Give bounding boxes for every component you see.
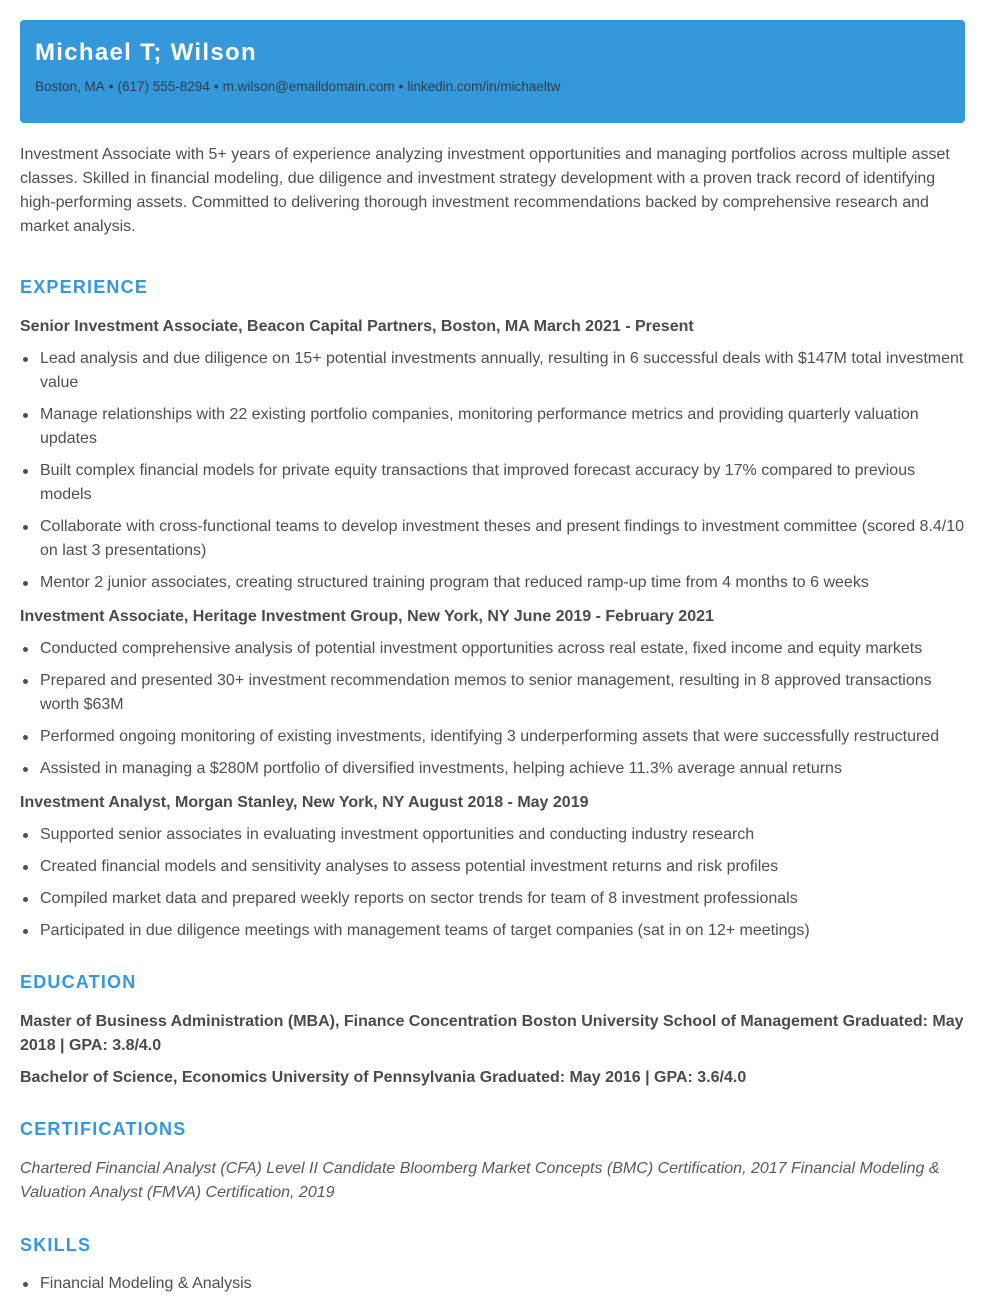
- job-bullet: Assisted in managing a $280M portfolio of diversified investments, helping achieve 11.3% average annual returns: [20, 757, 965, 781]
- job-heading: Investment Analyst, Morgan Stanley, New York, NY August 2018 - May 2019: [20, 794, 589, 811]
- education-entry: Bachelor of Science, Economics University of Pennsylvania Graduated: May 2016 | GPA: 3.6/4.0: [20, 1069, 747, 1086]
- contact-email: m.wilson@emaildomain.com: [222, 79, 395, 94]
- resume-page: [20, 20, 965, 1296]
- job-bullet: Mentor 2 junior associates, creating structured training program that reduced ramp-up time from 4 months to 6 weeks: [20, 571, 965, 595]
- contact-linkedin: linkedin.com/in/michaeltw: [407, 79, 561, 94]
- skills-section-title: SKILLS: [20, 1235, 92, 1255]
- professional-summary: Investment Associate with 5+ years of experience analyzing investment opportunities and managing portfolios across multiple asset classes. Skilled in financial modeling, due diligence and investment strategy development with a proven track record of identifying high-performing assets. Committed to delivering thorough investment recommendations backed by comprehensive research and market analysis.: [20, 146, 950, 235]
- job-bullet: Built complex financial models for private equity transactions that improved forecast accuracy by 17% compared to previous models: [20, 459, 965, 507]
- candidate-name: Michael T; Wilson: [35, 39, 257, 66]
- skill-item: Financial Modeling & Analysis: [20, 1272, 965, 1296]
- job-bullet: Conducted comprehensive analysis of potential investment opportunities across real estate, fixed income and equity markets: [20, 637, 965, 661]
- skills-list: [20, 1272, 965, 1296]
- contact-separator: •: [398, 79, 404, 94]
- experience-section-title: EXPERIENCE: [20, 277, 149, 297]
- job-bullet: Participated in due diligence meetings with management teams of target companies (sat in on 12+ meetings): [20, 919, 965, 943]
- contact-separator: •: [213, 79, 219, 94]
- job-bullet: Collaborate with cross-functional teams to develop investment theses and present findings to investment committee (scored 8.4/10 on last 3 presentations): [20, 515, 965, 563]
- job-bullet-list: [20, 347, 965, 595]
- education-section-title: EDUCATION: [20, 972, 137, 992]
- certifications-text: Chartered Financial Analyst (CFA) Level II Candidate Bloomberg Market Concepts (BMC) Certification, 2017 Financial Modeling & Valuation Analyst (FMVA) Certification, 2019: [20, 1160, 940, 1201]
- contact-location: Boston, MA: [35, 79, 105, 94]
- job-bullet: Compiled market data and prepared weekly reports on sector trends for team of 8 investment professionals: [20, 887, 965, 911]
- education-entry: Master of Business Administration (MBA), Finance Concentration Boston University School of Management Graduated: May 2018 | GPA: 3.8/4.0: [20, 1013, 964, 1054]
- job-bullet-list: [20, 637, 965, 781]
- job-bullet: Supported senior associates in evaluating investment opportunities and conducting industry research: [20, 823, 965, 847]
- job-heading: Investment Associate, Heritage Investment Group, New York, NY June 2019 - February 2021: [20, 608, 714, 625]
- resume-header: [20, 20, 965, 123]
- job-bullet: Performed ongoing monitoring of existing investments, identifying 3 underperforming assets that were successfully restructured: [20, 725, 965, 749]
- job-bullet: Prepared and presented 30+ investment recommendation memos to senior management, resulting in 8 approved transactions worth $63M: [20, 669, 965, 717]
- certifications-section-title: CERTIFICATIONS: [20, 1119, 187, 1139]
- job-bullet: Manage relationships with 22 existing portfolio companies, monitoring performance metrics and providing quarterly valuation updates: [20, 403, 965, 451]
- contact-line: [35, 78, 950, 96]
- job-bullet: Created financial models and sensitivity analyses to assess potential investment returns and risk profiles: [20, 855, 965, 879]
- job-heading: Senior Investment Associate, Beacon Capital Partners, Boston, MA March 2021 - Present: [20, 318, 694, 335]
- contact-phone: (617) 555-8294: [117, 79, 210, 94]
- contact-separator: •: [108, 79, 114, 94]
- job-bullet-list: [20, 823, 965, 943]
- job-bullet: Lead analysis and due diligence on 15+ potential investments annually, resulting in 6 successful deals with $147M total investment value: [20, 347, 965, 395]
